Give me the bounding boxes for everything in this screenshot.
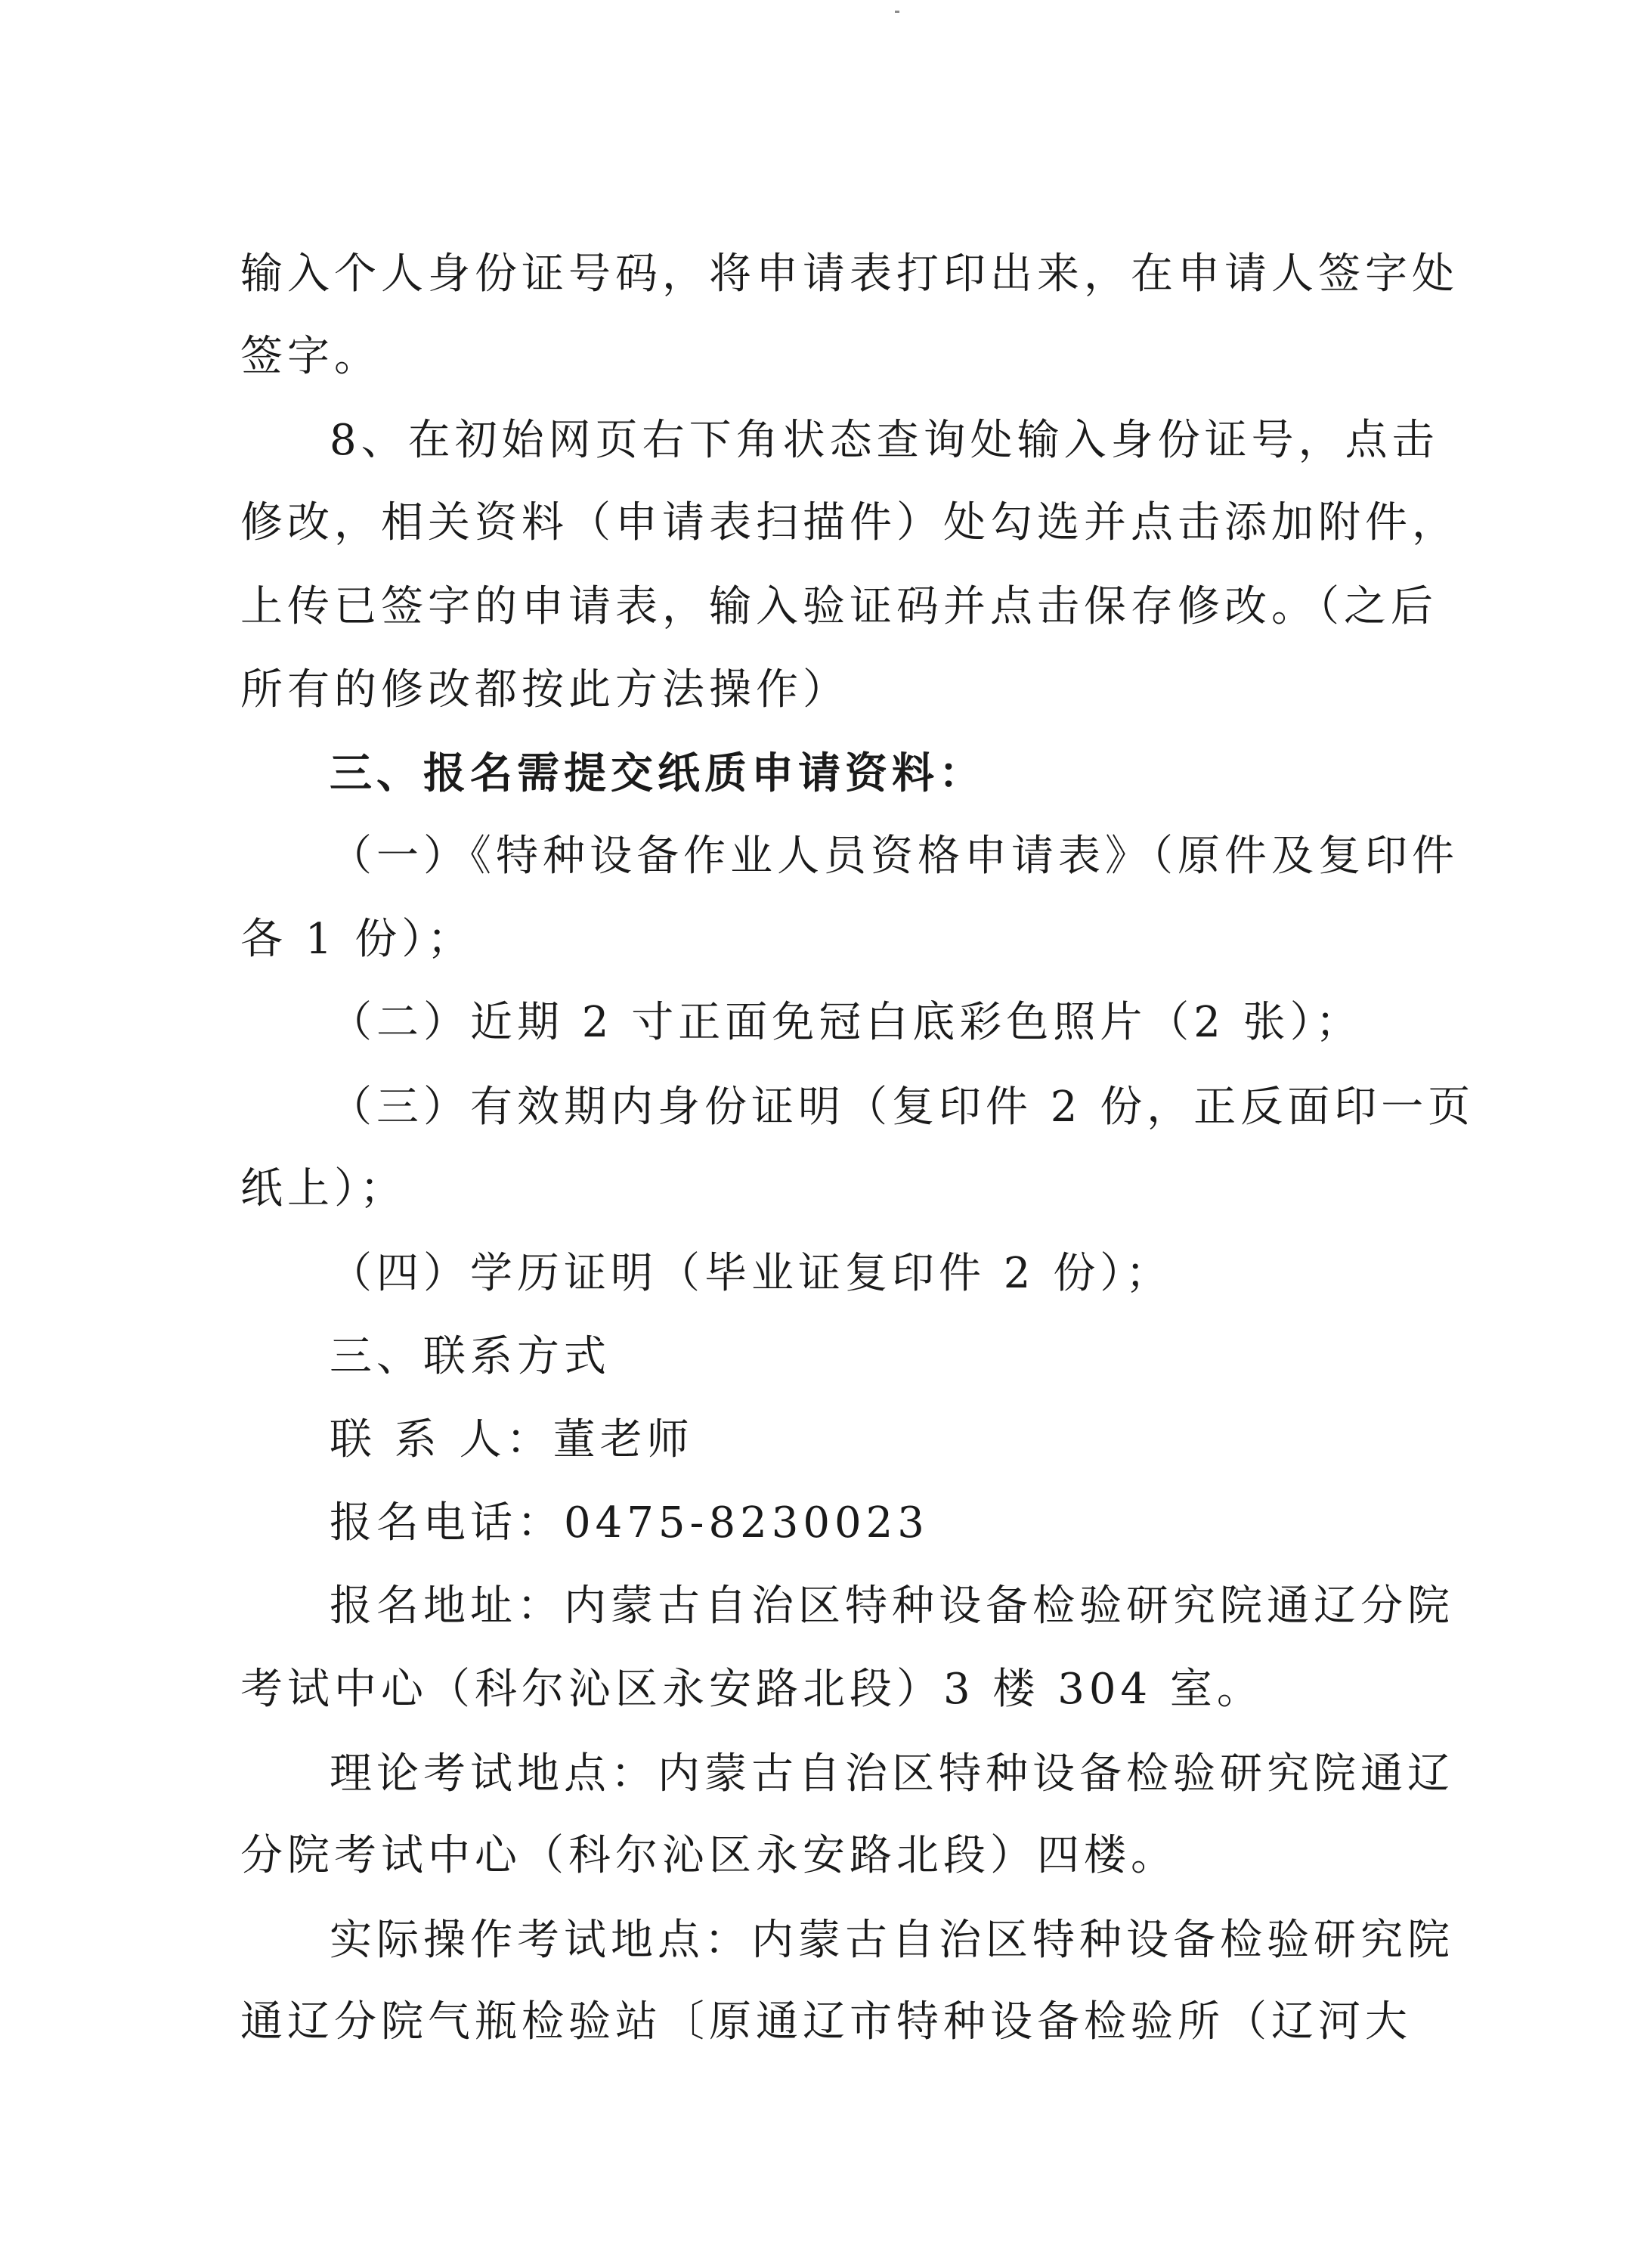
paragraph-line: 上传已签字的申请表，输入验证码并点击保存修改。（之后	[240, 582, 1438, 631]
theory-exam-location: 理论考试地点：内蒙古自治区特种设备检验研究院通辽	[330, 1749, 1454, 1799]
list-item: （三）有效期内身份证明（复印件 2 份，正反面印一页	[330, 1083, 1475, 1132]
paragraph-line: 签字。	[240, 332, 381, 381]
practical-exam-location: 实际操作考试地点：内蒙古自治区特种设备检验研究院	[330, 1916, 1454, 1965]
paragraph-line: 输入个人身份证号码，将申请表打印出来，在申请人签字处	[240, 249, 1459, 299]
paragraph-line: 考试中心（科尔沁区永安路北段）3 楼 304 室。	[240, 1665, 1264, 1714]
scan-mark	[895, 11, 899, 13]
paragraph-line: 各 1 份）；	[240, 915, 475, 964]
list-item: （一）《特种设备作业人员资格申请表》（原件及复印件	[330, 832, 1459, 881]
section-heading-materials: 三、报名需提交纸质申请资料：	[330, 748, 986, 798]
step-8-line: 8、在初始网页右下角状态查询处输入身份证号，点击	[330, 416, 1439, 465]
paragraph-line: 分院考试中心（科尔沁区永安路北段）四楼。	[240, 1831, 1178, 1880]
section-heading-contact: 三、联系方式	[330, 1332, 611, 1381]
paragraph-line: 通辽分院气瓶检验站〔原通辽市特种设备检验所（辽河大	[240, 1997, 1412, 2046]
contact-phone: 报名电话：0475-8230023	[330, 1498, 929, 1548]
list-item: （四）学历证明（毕业证复印件 2 份）；	[330, 1249, 1173, 1298]
contact-address: 报名地址：内蒙古自治区特种设备检验研究院通辽分院	[330, 1582, 1454, 1631]
paragraph-line: 修改，相关资料（申请表扫描件）处勾选并点击添加附件，	[240, 498, 1459, 547]
paragraph-line: 纸上）；	[240, 1164, 407, 1213]
paragraph-line: 所有的修改都按此方法操作）	[240, 665, 850, 714]
contact-person: 联 系 人：董老师	[330, 1415, 694, 1464]
list-item: （二）近期 2 寸正面免冠白底彩色照片（2 张）；	[330, 998, 1363, 1047]
